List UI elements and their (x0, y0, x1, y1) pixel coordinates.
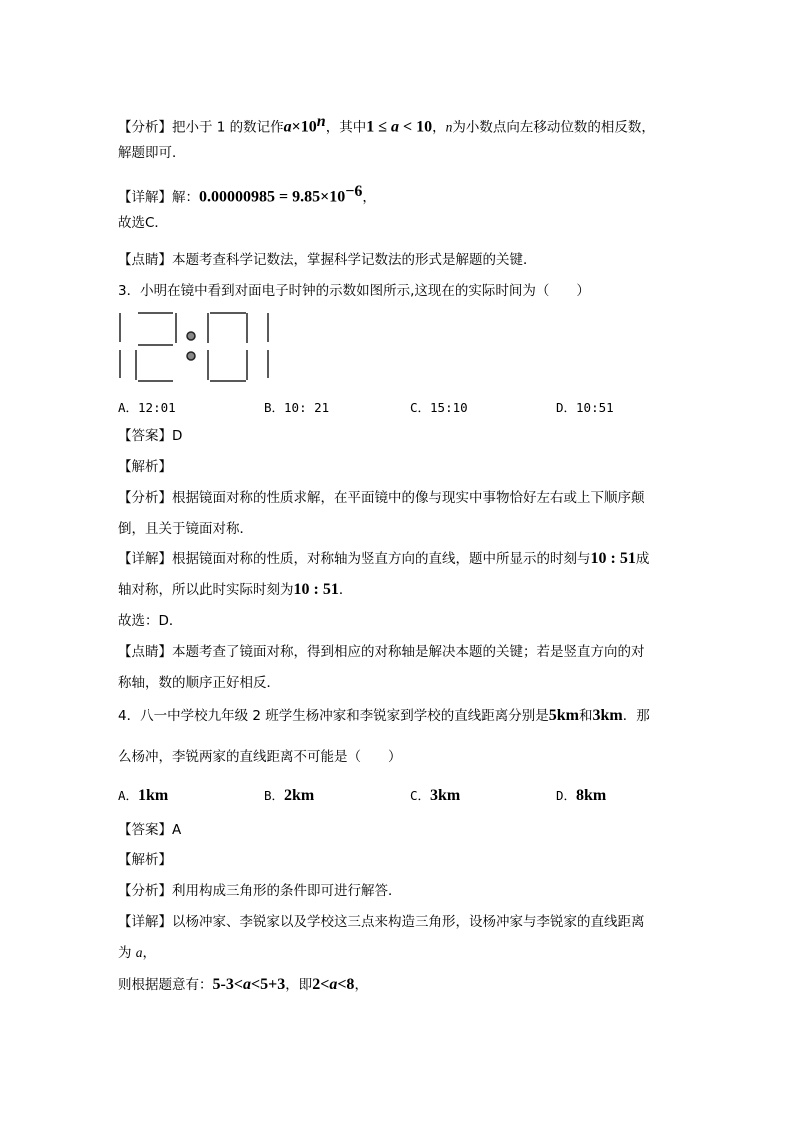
q4-detail-line1 (118, 912, 645, 932)
text: 解： (172, 189, 199, 206)
q2-analysis-line2: 解题即可． (118, 145, 186, 161)
text: ，其中 (325, 119, 367, 136)
clock-colon-dot (187, 352, 195, 360)
text: 利用构成三角形的条件即可进行解答． (172, 883, 402, 899)
text: ， (362, 189, 376, 206)
math: <5+3 (250, 976, 286, 993)
math: 2< (312, 976, 330, 993)
text: 轴对称，所以此时实际时刻为 (118, 582, 294, 598)
text: ． (338, 582, 353, 598)
text: ，即 (285, 977, 313, 993)
q2-analysis-line1 (118, 112, 655, 138)
value: 1km (138, 787, 169, 804)
text: 本题考查了镜面对称，得到相应的对称轴是解决本题的关键；若是竖直方向的对 (172, 644, 645, 660)
label: 【详解】 (118, 189, 172, 206)
text: ， (354, 977, 368, 993)
label: 【点睛】 (118, 644, 172, 660)
math: 10 : 51 (293, 581, 339, 598)
q4-option-c (410, 786, 460, 805)
q3-comment-line2: 称轴，数的顺序正好相反． (118, 675, 280, 691)
value: 2km (284, 787, 315, 804)
math: 1 ≤ (366, 118, 391, 136)
q4-option-b (264, 786, 314, 805)
mirrored-clock-figure (110, 305, 290, 387)
text: ．那 (622, 708, 650, 724)
var-a: a (135, 945, 143, 960)
q3-detail-line1 (118, 549, 649, 569)
q3-option-d: D．10:51 (556, 400, 614, 415)
math: < 10 (398, 118, 433, 136)
math-a: a (283, 118, 292, 136)
q3-choose: 故选：D． (118, 613, 183, 629)
q4-answer (118, 820, 181, 840)
label: 【答案】 (118, 428, 172, 444)
answer-value: D (172, 428, 183, 444)
text: 根据镜面对称的性质，对称轴为竖直方向的直线，题中所显示的时刻与 (172, 551, 591, 567)
q2-choose: 故选C． (118, 215, 168, 231)
text: 则根据题意有： (118, 977, 213, 993)
label: 【答案】 (118, 822, 172, 838)
letter: B． (264, 788, 285, 803)
q3-question: 3．小明在镜中看到对面电子时钟的示数如图所示,这现在的实际时间为（ ） (118, 283, 590, 299)
q3-analysis-line2: 倒，且关于镜面对称． (118, 521, 253, 537)
label: 【点睛】 (118, 252, 172, 268)
letter: A． (118, 788, 139, 803)
label: 【分析】 (118, 119, 172, 136)
text: 和 (579, 708, 593, 724)
q3-option-a: A．12:01 (118, 400, 176, 415)
label: 【详解】 (118, 914, 172, 930)
math: 5km (548, 707, 579, 724)
q4-analysis (118, 881, 402, 901)
q4-question-line2: 么杨冲，李锐两家的直线距离不可能是（ ） (118, 749, 402, 765)
clock-digit-2 (136, 313, 176, 381)
q3-option-b: B．10: 21 (264, 400, 330, 415)
clock-digit-0 (208, 313, 247, 381)
math: 0.00000985 = 9.85×10 (199, 188, 346, 206)
text: 为小数点向左移动位数的相反数， (452, 119, 655, 136)
q3-detail-line2 (118, 580, 352, 600)
text: 根据镜面对称的性质求解，在平面镜中的像与现实中事物恰好左右或上下顺序颠 (172, 490, 645, 506)
q3-answer (118, 426, 182, 446)
q3-analysis-line1 (118, 488, 645, 508)
q3-option-c: C．15:10 (410, 400, 468, 415)
letter: C． (410, 788, 431, 803)
label: 【分析】 (118, 883, 172, 899)
letter: D． (556, 788, 577, 803)
value: 8km (576, 787, 607, 804)
math: 3km (592, 707, 623, 724)
q4-option-d (556, 786, 606, 805)
q2-detail (118, 182, 376, 208)
text: 为 (118, 945, 132, 961)
q4-detail-line2 (118, 943, 156, 963)
math-a: a (242, 976, 251, 993)
q4-detail-line3 (118, 975, 368, 995)
math: ×10 (291, 118, 317, 136)
label: 【分析】 (118, 490, 172, 506)
math-a: a (329, 976, 338, 993)
math-n: n (316, 113, 326, 130)
q4-question-line1 (118, 706, 650, 726)
text: 本题考查科学记数法，掌握科学记数法的形式是解题的关键． (172, 252, 537, 268)
var-n: n (445, 119, 453, 135)
text: ， (142, 945, 157, 961)
q3-comment-line1 (118, 642, 645, 662)
answer-value: A (172, 822, 182, 838)
math: 10 : 51 (590, 550, 636, 567)
q4-jiexi: 【解析】 (118, 852, 172, 868)
q3-jiexi: 【解析】 (118, 459, 172, 475)
clock-colon-dot (187, 332, 195, 340)
text: 成 (635, 551, 650, 567)
text: 把小于 1 的数记作 (172, 119, 284, 136)
q2-comment (118, 250, 537, 270)
text: ， (432, 119, 446, 136)
q4-option-a (118, 786, 168, 805)
label: 【详解】 (118, 551, 172, 567)
math-a: a (390, 118, 399, 136)
text: 以杨冲家、李锐家以及学校这三点来构造三角形，设杨冲家与李锐家的直线距离 (172, 914, 645, 930)
text: 4．八一中学校九年级 2 班学生杨冲家和李锐家到学校的直线距离分别是 (118, 708, 549, 724)
math: <8 (337, 976, 355, 993)
math: 5-3< (212, 976, 243, 993)
value: 3km (430, 787, 461, 804)
math-exp: −6 (345, 183, 363, 200)
